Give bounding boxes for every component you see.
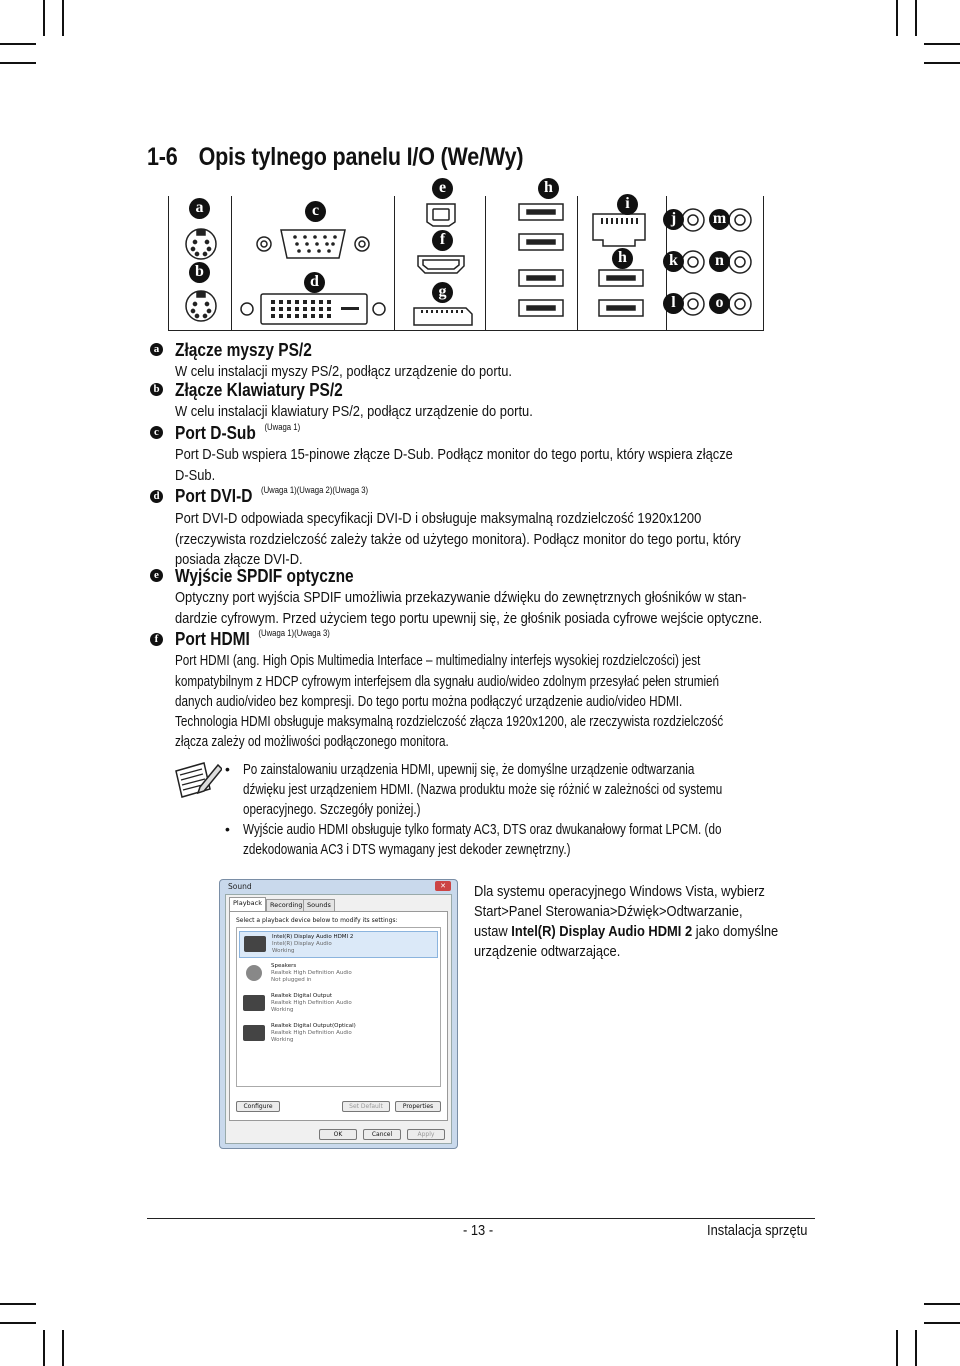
item-marker: d [150,490,163,503]
crop-mark [924,1303,960,1305]
crop-mark [924,43,960,45]
item-text: (rzeczywista rozdzielczość zależy także od użytego monitora). Podłącz monitor do tego portu, który [175,531,741,548]
list-item[interactable]: Realtek Digital Output(Optical) Realtek High Definition Audio Working [239,1021,438,1048]
usb-ports-left [519,204,563,316]
item-text: danych audio/video bez kompresji. Do tego portu można podłączyć urządzenie audio/video HDMI. [175,693,683,710]
list-item[interactable]: Intel(R) Display Audio HDMI 2 Intel(R) Display Audio Working [239,931,438,958]
page-number: - 13 - [463,1222,494,1239]
item-text: dardzie cyfrowym. Przed użyciem tego portu upewnij się, że głośnik posiada cyfrowe wejście optyczne. [175,610,763,627]
bullet-text: zdekodowania AC3 i DTS wymagany jest dekoder zewnętrzny.) [243,841,571,858]
hdmi-port [418,256,464,273]
side-note-line: urządzenie odtwarzające. [474,943,621,960]
ps2-keyboard-port [186,291,216,321]
crop-mark [43,0,45,36]
item-marker: c [150,426,163,439]
tab-recording[interactable]: Recording [266,899,307,911]
bullet-dot: • [225,761,230,777]
section-title [147,143,523,172]
item-marker: b [150,383,163,396]
item-text: Port DVI-D odpowiada specyfikacji DVI-D i obsługuje maksymalną rozdzielczość 1920x1200 [175,510,702,527]
properties-button[interactable]: Properties [395,1101,441,1112]
section-title-text: Opis tylnego panelu I/O (We/Wy) [198,143,524,171]
dialog-title: Sound [228,882,252,891]
bullet-dot: • [225,821,230,837]
port-label-g: g [432,282,453,303]
crop-mark [915,1330,917,1366]
side-note-line: Start>Panel Sterowania>Dźwięk>Odtwarzanie, [474,903,743,920]
port-label-h2: h [612,248,633,269]
close-icon[interactable]: ✕ [435,881,451,891]
port-label-m: m [709,209,730,230]
crop-mark [0,43,36,45]
item-text: Port HDMI (ang. High Opis Multimedia Interface – multimedialny interfejs wysokiej rozdzielczości) jest [175,652,701,669]
item-marker: e [150,569,163,582]
port-label-b: b [189,262,210,283]
crop-mark [0,62,36,64]
crop-mark [924,1322,960,1324]
bullet-text: dźwięku jest urządzeniem HDMI. (Nazwa produktu może się różnić w zależności od systemu [243,781,723,798]
cancel-button[interactable]: Cancel [363,1129,401,1140]
item-marker: f [150,633,163,646]
port-label-l: l [663,293,684,314]
ok-button[interactable]: OK [319,1129,357,1140]
port-label-e: e [432,178,453,199]
device-list [236,927,441,1087]
footer-section: Instalacja sprzętu [707,1222,808,1239]
sound-dialog-screenshot [219,879,458,1149]
display-port [414,308,472,325]
bullet-text: Wyjście audio HDMI obsługuje tylko formaty AC3, DTS oraz dwukanałowy format LPCM. (do [243,821,722,838]
crop-mark [62,1330,64,1366]
note-pencil-icon [170,759,222,803]
crop-mark [0,1322,36,1324]
crop-mark [62,0,64,36]
port-label-k: k [663,251,684,272]
digital-output-icon [243,995,265,1011]
ps2-mouse-port [186,229,216,259]
port-label-o: o [709,293,730,314]
item-text: posiada złącze DVI-D. [175,551,303,568]
crop-mark [896,1330,898,1366]
crop-mark [0,1303,36,1305]
side-note-line: ustaw Intel(R) Display Audio HDMI 2 jako domyślne [474,923,779,940]
set-default-button[interactable]: Set Default [342,1101,390,1112]
dvi-port [241,294,385,324]
tab-playback[interactable]: Playback [229,897,266,911]
configure-button[interactable]: Configure [236,1101,280,1112]
crop-mark [915,0,917,36]
side-note-line: Dla systemu operacyjnego Windows Vista, wybierz [474,883,765,900]
port-label-n: n [709,251,730,272]
tab-sounds[interactable]: Sounds [303,899,335,911]
item-title: Wyjście SPDIF optyczne [175,566,354,586]
item-text: kompatybilnym z HDCP cyfrowym interfejsem dla sygnału audio/wideo zdolnym przesyłać pełen strumień [175,673,720,690]
port-label-a: a [189,198,210,219]
item-marker: a [150,343,163,356]
port-label-i: i [617,194,638,215]
item-text: Optyczny port wyjścia SPDIF umożliwia przekazywanie dźwięku do zewnętrznych głośników w stan- [175,589,747,606]
item-text: D-Sub. [175,467,216,484]
bullet-text: operacyjnego. Szczegóły poniżej.) [243,801,421,818]
item-note: (Uwaga 1) [264,422,301,432]
crop-mark [924,62,960,64]
port-label-f: f [432,230,453,251]
crop-mark [43,1330,45,1366]
dialog-body [225,894,452,1144]
item-text: W celu instalacji klawiatury PS/2, podłącz urządzenie do portu. [175,403,533,420]
port-label-c: c [305,201,326,222]
item-note: (Uwaga 1)(Uwaga 2)(Uwaga 3) [261,485,369,495]
tab-pane [229,911,448,1121]
footer-rule [147,1218,815,1219]
item-title: Port DVI-D $^{(Uwaga 1)(Uwaga 2)(Uwaga 3)}$ [175,485,369,506]
list-item[interactable]: Realtek Digital Output Realtek High Definition Audio Working [239,991,438,1018]
port-label-j: j [663,209,684,230]
optical-output-icon [243,1025,265,1041]
port-label-h: h [538,178,559,199]
list-item[interactable]: Speakers Realtek High Definition Audio Not plugged in [239,961,438,988]
item-note: (Uwaga 1)(Uwaga 3) [258,628,330,638]
io-panel-diagram [168,179,764,331]
item-title: Złącze Klawiatury PS/2 [175,380,343,400]
item-title: Port D-Sub $^{(Uwaga 1)}$ [175,422,301,443]
apply-button[interactable]: Apply [407,1129,445,1140]
spdif-port [427,204,455,226]
bullet-text: Po zainstalowaniu urządzenia HDMI, upewnij się, że domyślne urządzenie odtwarzania [243,761,695,778]
item-text: Technologia HDMI obsługuje maksymalną rozdzielczość złącza 1920x1200, ale rzeczywista rozdzielczość [175,713,724,730]
port-label-d: d [304,272,325,293]
item-title: Złącze myszy PS/2 [175,340,312,360]
monitor-icon [244,936,266,952]
section-number: 1-6 [147,143,178,171]
item-title: Port HDMI $^{(Uwaga 1)(Uwaga 3)}$ [175,628,330,649]
item-text: złącza zależy od możliwości podłączonego monitora. [175,733,449,750]
dsub-port [257,230,369,258]
item-text: W celu instalacji myszy PS/2, podłącz urządzenie do portu. [175,363,512,380]
speaker-icon [246,965,262,981]
crop-mark [896,0,898,36]
item-text: Port D-Sub wspiera 15-pinowe złącze D-Sub. Podłącz monitor do tego portu, który wspiera złącze [175,446,733,463]
dialog-instruction: Select a playback device below to modify its settings: [236,917,398,924]
